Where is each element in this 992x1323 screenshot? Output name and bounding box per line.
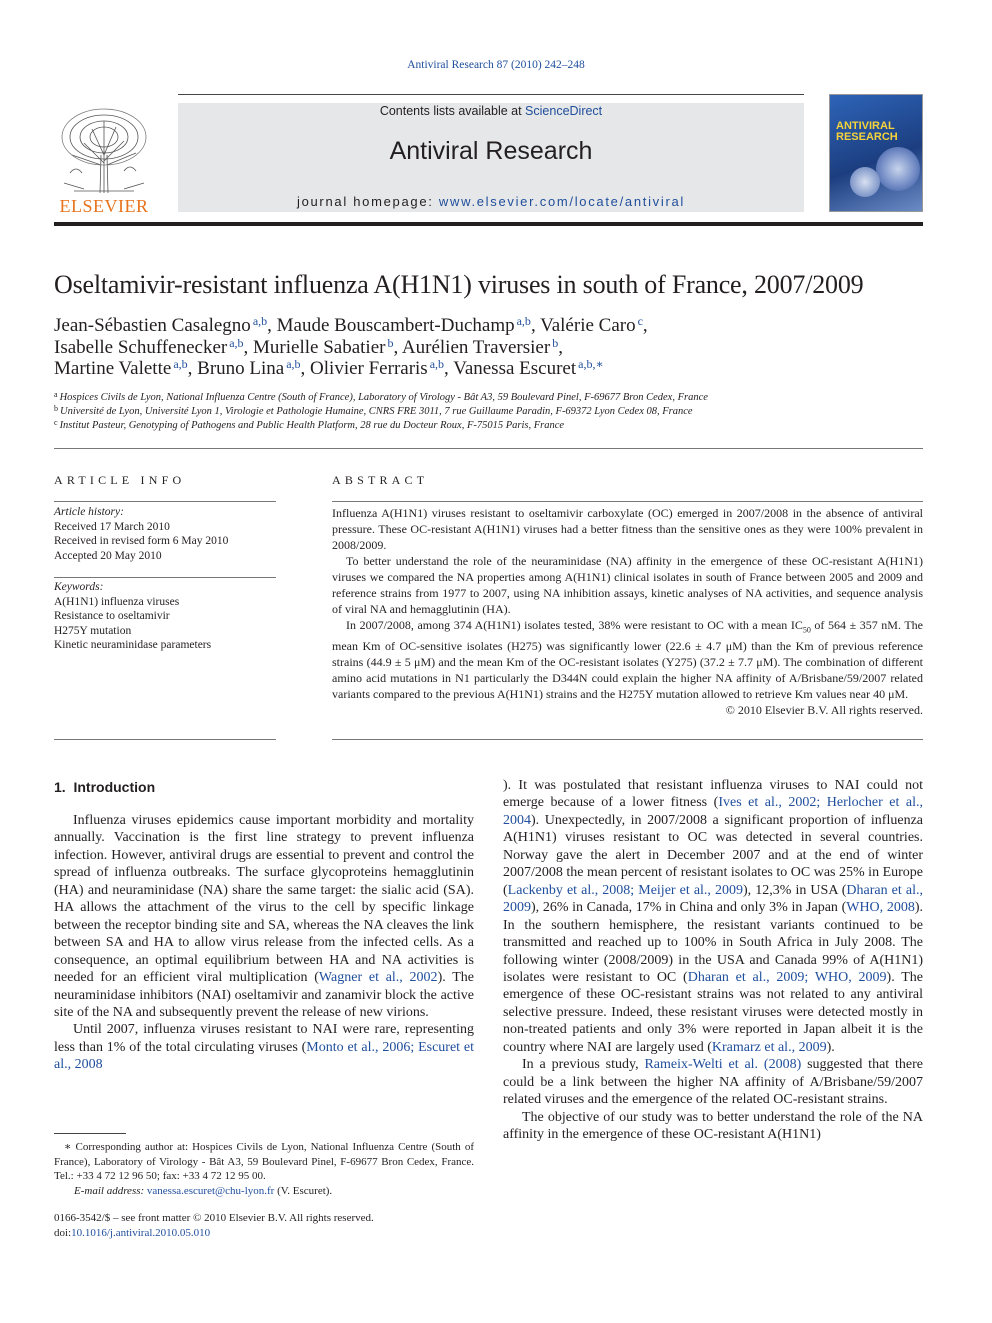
author-separator: , <box>187 358 198 379</box>
affiliation-mark: b <box>54 404 58 413</box>
abstract-paragraph <box>332 617 923 702</box>
author-separator: , <box>444 358 454 379</box>
citation-link[interactable]: Rameix-Welti et al. (2008) <box>644 1057 802 1073</box>
author-name[interactable]: Maude Bouscambert-Duchamp <box>276 315 515 336</box>
author-affiliation-mark[interactable]: a,b <box>173 357 188 371</box>
author-separator: , <box>393 337 402 358</box>
cover-title: ANTIVIRAL RESEARCH <box>836 120 898 143</box>
author-affiliation-mark[interactable]: a,b <box>516 314 531 328</box>
body-text: ), 26% in Canada, 17% in China and only 3% in Japan ( <box>531 900 847 916</box>
abstract-text: In 2007/2008, among 374 A(H1N1) isolates tested, 38% were resistant to OC with a mean IC <box>346 618 803 632</box>
author-affiliation-mark[interactable]: b <box>387 336 394 350</box>
contents-line <box>178 104 804 118</box>
copyright: © 2010 Elsevier B.V. All rights reserved. <box>725 703 923 718</box>
elsevier-wordmark: ELSEVIER <box>59 196 149 216</box>
affiliation-text: Université de Lyon, Université Lyon 1, Virologie et Pathologie Humaine, CNRS FRE 3011, 7 rue Guillaume Paradin, F-69372 Lyon Cedex 08, France <box>60 406 693 417</box>
body-text: In a previous study, <box>522 1057 645 1073</box>
homepage-link[interactable]: www.elsevier.com/locate/antiviral <box>438 194 686 209</box>
doi-link[interactable]: 10.1016/j.antiviral.2010.05.010 <box>71 1226 211 1239</box>
body-text: Influenza viruses epidemics cause important morbidity and mortality annually. Vaccination is the first line strategy to prevent influenza infection. However, antiviral drugs are essential to prevent and control the spread of influenza outbreaks. The surface glycoproteins hemagglutinin (HA) and neuraminidase (NA) share the same target: the sialic acid (SA). HA allows the attachment of the virus to the cell by specific linkage between the receptor binding site and SA, whereas the NA cleaves the link between SA and HA to allow virus release from the infected cells. As a consequence, an optimal equilibrium between HA and NA activities is needed for an efficient viral multiplication ( <box>54 813 474 986</box>
sciencedirect-link[interactable]: ScienceDirect <box>525 104 603 118</box>
keyword: Resistance to oseltamivir <box>54 610 170 622</box>
keyword: H275Y mutation <box>54 624 132 637</box>
author-affiliation-mark[interactable]: a,b <box>229 336 244 350</box>
body-paragraph <box>503 777 923 1056</box>
affiliation-c <box>54 418 934 431</box>
affiliation-mark: c <box>54 418 58 427</box>
body-text: Until 2007, influenza viruses resistant to NAI were rare, representing less than 1% of the total circulating viruses ( <box>54 1022 474 1055</box>
front-matter <box>54 1211 554 1240</box>
body-left-column <box>54 812 474 1095</box>
journal-title: Antiviral Research <box>389 137 593 165</box>
email-suffix: (V. Escuret). <box>274 1184 333 1197</box>
author-line-1 <box>54 314 934 337</box>
body-right-column <box>503 777 923 1202</box>
history-revised: Received in revised form 6 May 2010 <box>54 535 229 547</box>
body-text: ). It was postulated that resistant influenza viruses to NAI could not emerge because of a lower fitness ( <box>503 778 923 811</box>
section-heading <box>54 779 155 795</box>
author-separator: , <box>558 337 563 358</box>
author-name[interactable]: Aurélien Traversier <box>401 337 551 358</box>
affiliation-text: Hospices Civils de Lyon, National Influenza Centre (South of France), Laboratory of Virology - Bât A3, 59 Boulevard Pinel, F-69677 Bron Cedex, France <box>59 392 708 403</box>
author-name[interactable]: Isabelle Schuffenecker <box>54 337 228 358</box>
body-paragraph: The objective of our study was to better understand the role of the NA affinity in the emergence of these OC-resistant A(H1N1) <box>503 1109 923 1143</box>
section-number: 1. <box>54 779 66 795</box>
subscript: 50 <box>802 625 811 635</box>
abstract-paragraph: Influenza A(H1N1) viruses resistant to oseltamivir carboxylate (OC) emerged in 2007/2008 in the absence of antiviral pressure. These OC-resistant A(H1N1) viruses had a better fitness than the sensitive ones as they were 100% prevalent in 2008/2009. <box>332 506 923 552</box>
author-name[interactable]: Valérie Caro <box>540 315 636 336</box>
body-text: ). Unexpectedly, in 2007/2008 a significant proportion of influenza A(H1N1) viruses resistant to OC was detected in several countries. Norway gave the alert in December 2007 and at the end of winter 2007/2008 the mean percent of resistant isolates to OC was 25% in Europe ( <box>503 812 923 898</box>
author-affiliation-mark[interactable]: a,b <box>252 314 268 328</box>
homepage-prefix: journal homepage: <box>296 194 439 209</box>
keywords-label: Keywords: <box>54 581 104 593</box>
author-name[interactable]: Olivier Ferraris <box>310 358 428 379</box>
body-text: ). The emergence of these OC-resistant strains was not related to any antiviral selective pressure. Indeed, these resistant viruses were detected mostly in non-treated patients and only 3% were reported in Japan albeit it is the country where NAI are largely used ( <box>503 969 923 1055</box>
body-paragraph <box>54 812 474 1021</box>
affiliation-a <box>54 390 934 403</box>
author-name[interactable]: Jean-Sébastien Casalegno <box>54 315 251 336</box>
author-affiliation-mark[interactable]: b <box>552 336 559 350</box>
citation-link[interactable]: Lackenby et al., 2008; Meijer et al., 2009 <box>507 882 743 898</box>
citation-link[interactable]: Wagner et al., 2002 <box>318 970 438 986</box>
citation-link[interactable]: Monto et al., 2006; Escuret et al., 2008 <box>54 1039 474 1073</box>
author-separator: , <box>243 337 254 358</box>
article-info-bottom-rule <box>54 739 276 740</box>
affiliation-b <box>54 404 934 417</box>
body-text: ). <box>826 1039 835 1055</box>
history-label: Article history: <box>54 506 124 518</box>
contents-prefix: Contents lists available at <box>379 104 526 118</box>
article-info-heading: ARTICLE INFO <box>54 473 186 487</box>
section-title: Introduction <box>73 779 156 795</box>
citation-link[interactable]: Kramarz et al., 2009 <box>711 1039 827 1055</box>
email-link[interactable]: vanessa.escuret@chu-lyon.fr <box>146 1184 275 1197</box>
author-name[interactable]: Vanessa Escuret <box>453 358 577 379</box>
author-name[interactable]: Murielle Sabatier <box>253 337 386 358</box>
keywords <box>54 580 276 653</box>
journal-homepage-line <box>178 194 804 209</box>
citation-link[interactable]: Dharan et al., 2009; WHO, 2009 <box>687 969 887 985</box>
keyword: Kinetic neuraminidase parameters <box>54 639 212 651</box>
email-label: E-mail address: <box>74 1184 147 1197</box>
author-name[interactable]: Bruno Lina <box>197 358 285 379</box>
author-name[interactable]: Martine Valette <box>54 358 172 379</box>
abstract-body <box>332 505 923 718</box>
article-info-rule <box>54 501 276 502</box>
author-affiliation-mark[interactable]: a,b <box>286 357 301 371</box>
history-received: Received 17 March 2010 <box>54 520 170 533</box>
author-line-3 <box>54 357 934 380</box>
doi-line <box>54 1226 554 1241</box>
abstract-text: of 564 ± 357 nM. The mean Km of OC-sensitive isolates (H275) was significantly lower (22.6 ± 4.7 μM) than the Km of previous reference strains (44.9 ± 5 μM) and the mean Km of the OC-resistant isolates (Y275) (37.2 ± 7.7 μM). The combination of different amino acid mutations in N1 particularly the D344N could explain the higher NA affinity of A/Brisbane/59/2007 related variants compared to the previous A(H1N1) strains and the H275Y mutation allowed to retrieve Km values near 40 μM. <box>332 618 923 702</box>
body-paragraph <box>54 1021 474 1073</box>
corresponding-text: ∗ Corresponding author at: Hospices Civils de Lyon, National Influenza Centre (South of France), Laboratory of Virology - Bât A3, 59 Boulevard Pinel, F-69677 Bron Cedex, France. Tel.: +33 4 72 12 96 50; fax: +33 4 72 12 95 00. <box>54 1141 474 1182</box>
author-affiliation-mark[interactable]: a,b,∗ <box>578 357 604 371</box>
journal-cover-image <box>829 94 923 212</box>
article-history <box>54 505 276 563</box>
abstract-paragraph: To better understand the role of the neuraminidase (NA) affinity in the emergence of these OC-resistant A(H1N1) viruses we compared the NA properties among A(H1N1) clinical isolates in south of France between 2005 and 2009 and reference strains from 1977 to 2007, using NA inhibition assays, kinetic analyses of NA activities, and sequence analysis of viral NA and hemagglutinin (HA). <box>332 554 923 616</box>
citation-link[interactable]: WHO, 2008 <box>846 900 915 916</box>
author-separator: , <box>642 315 648 336</box>
journal-header-box <box>178 103 804 212</box>
citation-link[interactable]: Dharan et al., 2009 <box>503 882 923 916</box>
corresponding-author-footnote <box>54 1140 474 1198</box>
header-rule <box>178 94 804 95</box>
history-accepted: Accepted 20 May 2010 <box>54 549 162 562</box>
author-line-2 <box>54 336 934 359</box>
body-text: suggested that there could be a link between the higher NA affinity of A/Brisbane/59/2007 related viruses and the emergence of the related OC-resistant strains. <box>503 1057 923 1108</box>
citation-link[interactable]: Ives et al., 2002; Herlocher et al., 2004 <box>503 795 923 828</box>
author-affiliation-mark[interactable]: a,b <box>429 357 445 371</box>
header-thick-rule <box>54 222 923 226</box>
author-separator: , <box>300 358 311 379</box>
doi-label: doi: <box>54 1226 72 1239</box>
abstract-rule <box>332 501 923 502</box>
issn-line: 0166-3542/$ – see front matter © 2010 Elsevier B.V. All rights reserved. <box>54 1212 374 1224</box>
journal-citation[interactable]: Antiviral Research 87 (2010) 242–248 <box>407 59 585 71</box>
email-line <box>54 1184 474 1199</box>
author-separator: , <box>530 315 541 336</box>
abstract-heading: ABSTRACT <box>332 473 429 487</box>
affiliation-mark: a <box>54 390 58 399</box>
keyword: A(H1N1) influenza viruses <box>54 595 180 608</box>
body-text: ). The neuraminidase inhibitors (NAI) oseltamivir and zanamivir block the active site of the NA and subsequently prevent the release of new virions. <box>54 970 474 1020</box>
footnote-rule <box>54 1133 126 1134</box>
body-paragraph <box>503 1056 923 1108</box>
author-affiliation-mark[interactable]: c <box>637 314 643 328</box>
abstract-bottom-rule <box>332 739 923 740</box>
author-separator: , <box>267 315 277 336</box>
body-text: ). In the southern hemisphere, the resistant variants continued to be transmitted and reached up to 100% in South Africa in July 2008. The following winter (2008/2009) in the USA and Canada 99% of A(H1N1) isolates were resistant to OC ( <box>503 900 923 985</box>
keywords-rule <box>54 577 276 578</box>
title-block-rule <box>54 448 923 449</box>
body-text: ), 12,3% in USA ( <box>743 882 847 898</box>
paper-title: Oseltamivir-resistant influenza A(H1N1) viruses in south of France, 2007/2009 <box>54 270 864 299</box>
affiliation-text: Institut Pasteur, Genotyping of Pathogens and Public Health Platform, 28 rue du Docteur Roux, F-75015 Paris, France <box>59 420 565 431</box>
